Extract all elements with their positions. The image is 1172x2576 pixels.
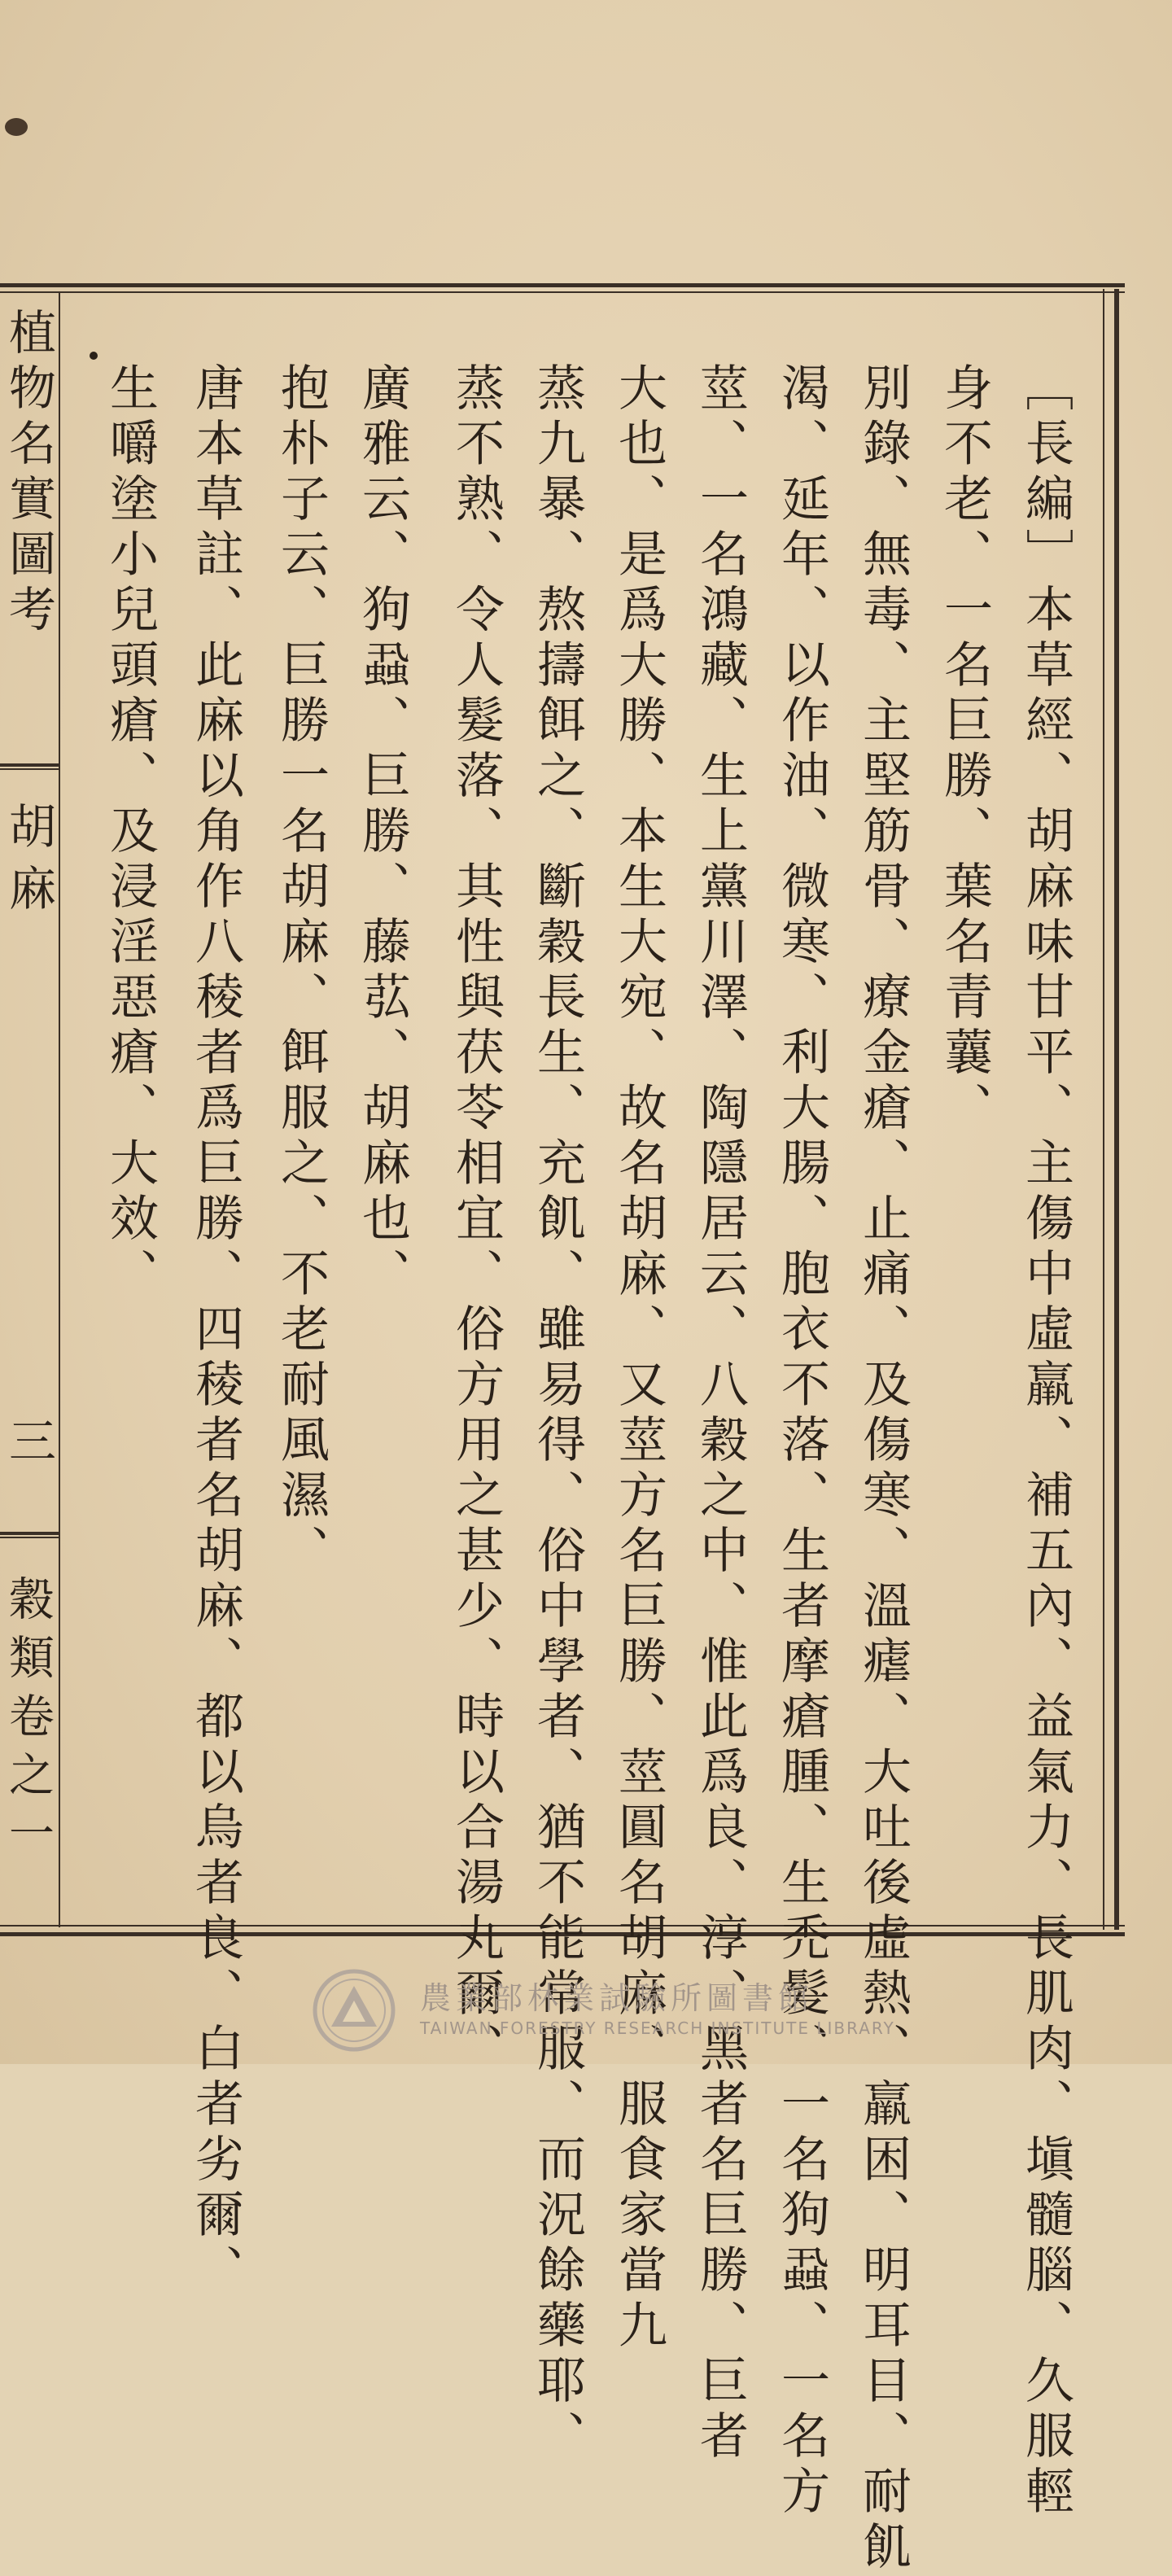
paper-hole [5,118,28,136]
text-column: 蒸不熟、令人髮落、其性與茯苓相宜、俗方用之甚少、時以合湯丸爾、 [448,362,505,2078]
margin-separator-1 [0,763,59,770]
text-column: 渴、延年、以作油、微寒、利大腸、胞衣不落、生者摩瘡腫、生禿髮、一名狗蝨、一名方 [773,362,830,2521]
text-column: 生嚼塗小兒頭瘡、及浸淫惡瘡、大效、 [102,362,159,1303]
library-logo-icon [312,1968,396,2053]
text-column: 抱朴子云、巨勝一名胡麻、餌服之、不老耐風濕、 [273,362,330,1580]
frame-right-border [1103,289,1119,1930]
text-column: 莖、一名鴻藏、生上黨川澤、陶隱居云、八穀之中、惟此爲良、淳、黑者名巨勝、巨者 [692,362,749,2465]
margin-divider [59,293,60,1927]
margin-book-title: 植物名實圖考 [1,308,56,640]
margin-page-number: 三 [1,1416,56,1468]
text-column: 蒸九暴、熬擣餌之、斷穀長生、充飢、雖易得、俗中學者、猶不能常服、而況餘藥耶、 [529,362,586,2465]
text-column: 廣雅云、狗蝨、巨勝、藤苰、胡麻也、 [354,362,411,1303]
frame-top-border [0,283,1125,293]
text-column: 唐本草註、此麻以角作八稜者爲巨勝、四稜者名胡麻、都以烏者良、白者劣爾、 [187,362,244,2299]
text-column: 別錄、無毒、主堅筋骨、療金瘡、止痛、及傷寒、溫瘧、大吐後虛熱、羸困、明耳目、耐飢 [855,362,912,2576]
margin-entry-name: 胡麻 [1,802,56,925]
margin-section: 穀類卷之一 [2,1575,55,1868]
text-column: ［長編］本草經、胡麻味甘平、主傷中虛羸、補五內、益氣力、長肌肉、塡髓腦、久服輕 [1017,362,1074,2521]
library-name-cn: 農業部林業試驗所圖書館 [420,1980,815,2016]
punctuation-dot [90,352,98,360]
library-name-en: TAIWAN FORESTRY RESEARCH INSTITUTE LIBRARY [420,2018,895,2038]
text-column: 大也、是爲大勝、本生大宛、故名胡麻、又莖方名巨勝、莖圓名胡麻、服食家當九 [610,362,667,2355]
text-column: 身不老、一名巨勝、葉名青蘘、 [936,362,993,1137]
margin-separator-2 [0,1532,59,1538]
